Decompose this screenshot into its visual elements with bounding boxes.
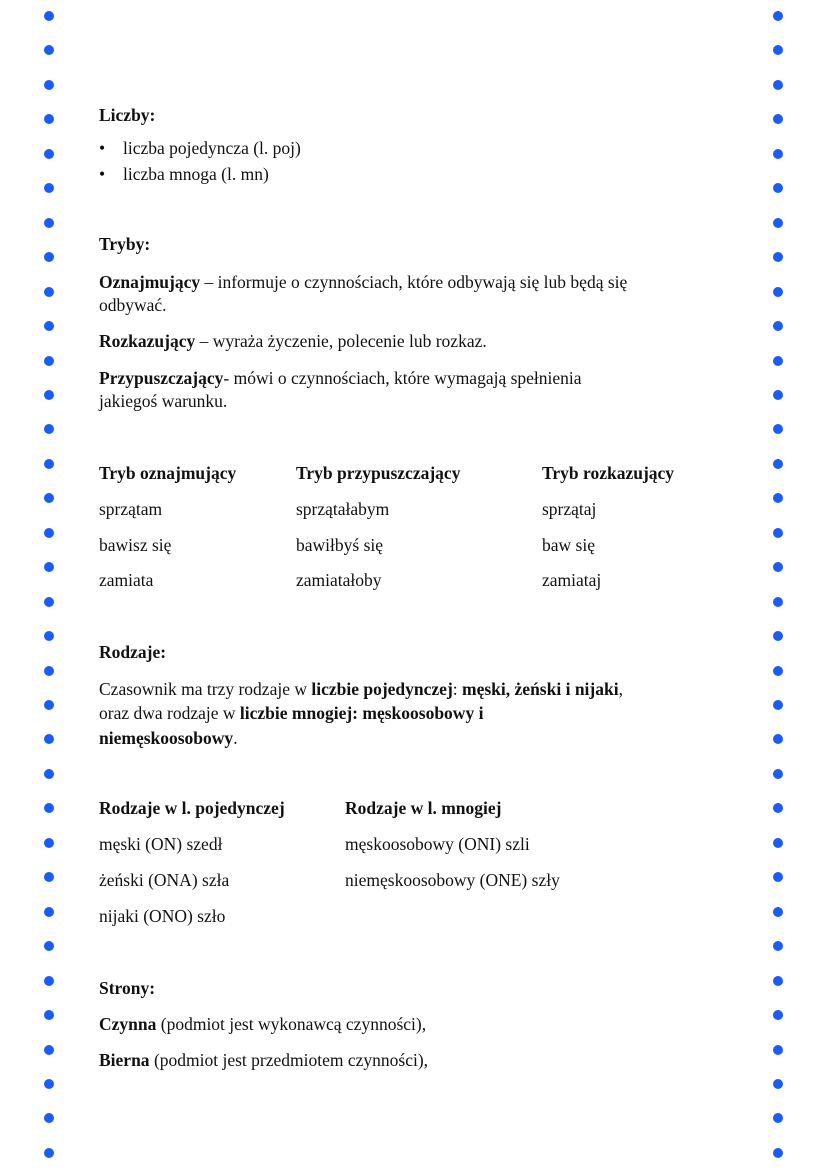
definition: Rozkazujący – wyraża życzenie, polecenie lub rozkaz.: [99, 331, 487, 351]
table-cell: żeński (ONA) szła: [99, 870, 230, 890]
binder-dot-icon: [44, 1079, 54, 1089]
binder-dot-icon: [773, 528, 783, 538]
binder-dot-icon: [44, 941, 54, 951]
binder-dot-icon: [773, 321, 783, 331]
list-item: • liczba pojedyncza (l. poj): [99, 138, 301, 158]
tryby-heading: Tryby:: [99, 234, 151, 254]
binder-dot-icon: [44, 252, 54, 262]
table-header: Rodzaje w l. pojedynczej: [99, 798, 285, 818]
rodzaje-heading: Rodzaje:: [99, 642, 167, 662]
binder-dot-icon: [44, 149, 54, 159]
binder-dot-icon: [773, 218, 783, 228]
binder-dot-icon: [773, 80, 783, 90]
binder-dot-icon: [44, 321, 54, 331]
table-cell: baw się: [542, 535, 595, 555]
binder-dot-icon: [773, 45, 783, 55]
binder-dot-icon: [773, 872, 783, 882]
binder-dot-icon: [44, 1113, 54, 1123]
binder-dot-icon: [773, 183, 783, 193]
binder-dot-icon: [773, 390, 783, 400]
definition: Przypuszczający- mówi o czynnościach, które wymagają spełnienia: [99, 368, 582, 388]
binder-dot-icon: [44, 424, 54, 434]
paragraph-line: niemęskoosobowy.: [99, 728, 238, 748]
binder-dot-icon: [773, 252, 783, 262]
table-header: Tryb rozkazujący: [542, 463, 675, 483]
table-header: Rodzaje w l. mnogiej: [345, 798, 502, 818]
binder-dot-icon: [773, 1148, 783, 1158]
binder-dot-icon: [773, 1010, 783, 1020]
table-cell: niemęskoosobowy (ONE) szły: [345, 870, 560, 890]
table-cell: nijaki (ONO) szło: [99, 906, 226, 926]
binder-dot-icon: [773, 493, 783, 503]
binder-dot-icon: [44, 666, 54, 676]
binder-dot-icon: [773, 11, 783, 21]
binder-dot-icon: [773, 1045, 783, 1055]
table-cell: sprzątam: [99, 499, 163, 519]
binder-dot-icon: [44, 11, 54, 21]
binder-dot-icon: [44, 287, 54, 297]
binder-dot-icon: [773, 287, 783, 297]
binder-dot-icon: [44, 114, 54, 124]
binder-dot-icon: [44, 1148, 54, 1158]
binder-dot-icon: [773, 769, 783, 779]
binder-dot-icon: [44, 838, 54, 848]
binder-dot-icon: [773, 562, 783, 572]
binder-dot-icon: [773, 114, 783, 124]
binder-dot-icon: [44, 907, 54, 917]
binder-dot-icon: [44, 872, 54, 882]
binder-dot-icon: [773, 803, 783, 813]
table-cell: bawisz się: [99, 535, 172, 555]
binder-dot-icon: [773, 1079, 783, 1089]
paragraph-line: oraz dwa rodzaje w liczbie mnogiej: męskoosobowy i: [99, 703, 484, 723]
binder-dot-icon: [44, 528, 54, 538]
binder-dot-icon: [773, 838, 783, 848]
binder-dot-icon: [44, 562, 54, 572]
binder-dot-icon: [44, 218, 54, 228]
binder-dot-icon: [44, 631, 54, 641]
binder-dot-icon: [44, 183, 54, 193]
binder-dot-icon: [773, 700, 783, 710]
list-item: • liczba mnoga (l. mn): [99, 164, 269, 184]
table-cell: męskoosobowy (ONI) szli: [345, 834, 530, 854]
bullet-icon: •: [99, 138, 106, 158]
binder-dot-icon: [773, 976, 783, 986]
binder-dot-icon: [44, 356, 54, 366]
binder-dot-icon: [773, 666, 783, 676]
table-cell: zamiatałoby: [296, 570, 382, 590]
table-cell: zamiata: [99, 570, 154, 590]
definition-cont: jakiegoś warunku.: [99, 391, 228, 411]
binder-dot-icon: [773, 149, 783, 159]
binder-dot-icon: [44, 1010, 54, 1020]
table-cell: męski (ON) szedł: [99, 834, 223, 854]
definition: Bierna (podmiot jest przedmiotem czynności),: [99, 1050, 429, 1070]
paragraph-line: Czasownik ma trzy rodzaje w liczbie pojedynczej: męski, żeński i nijaki,: [99, 679, 623, 699]
binder-dot-icon: [773, 424, 783, 434]
strony-heading: Strony:: [99, 978, 156, 998]
table-cell: sprzątaj: [542, 499, 597, 519]
binder-dot-icon: [44, 700, 54, 710]
definition: Oznajmujący – informuje o czynnościach, które odbywają się lub będą się: [99, 272, 628, 292]
bullet-icon: •: [99, 164, 106, 184]
binder-dot-icon: [773, 734, 783, 744]
definition: Czynna (podmiot jest wykonawcą czynności),: [99, 1014, 427, 1034]
binder-dot-icon: [44, 459, 54, 469]
binder-dot-icon: [44, 45, 54, 55]
binder-dot-icon: [44, 390, 54, 400]
binder-dot-icon: [773, 459, 783, 469]
table-header: Tryb przypuszczający: [296, 463, 461, 483]
binder-dot-icon: [773, 1113, 783, 1123]
table-header: Tryb oznajmujący: [99, 463, 237, 483]
binder-dot-icon: [44, 976, 54, 986]
table-cell: sprzątałabym: [296, 499, 390, 519]
binder-dot-icon: [773, 941, 783, 951]
binder-dot-icon: [773, 631, 783, 641]
definition-cont: odbywać.: [99, 295, 167, 315]
binder-dot-icon: [44, 597, 54, 607]
binder-dot-icon: [773, 597, 783, 607]
binder-dot-icon: [44, 734, 54, 744]
binder-dot-icon: [773, 356, 783, 366]
binder-dot-icon: [44, 1045, 54, 1055]
binder-dot-icon: [44, 80, 54, 90]
binder-dot-icon: [44, 803, 54, 813]
binder-dot-icon: [44, 769, 54, 779]
table-cell: bawiłbyś się: [296, 535, 384, 555]
binder-dot-icon: [44, 493, 54, 503]
binder-dot-icon: [773, 907, 783, 917]
liczby-heading: Liczby:: [99, 105, 156, 125]
table-cell: zamiataj: [542, 570, 602, 590]
